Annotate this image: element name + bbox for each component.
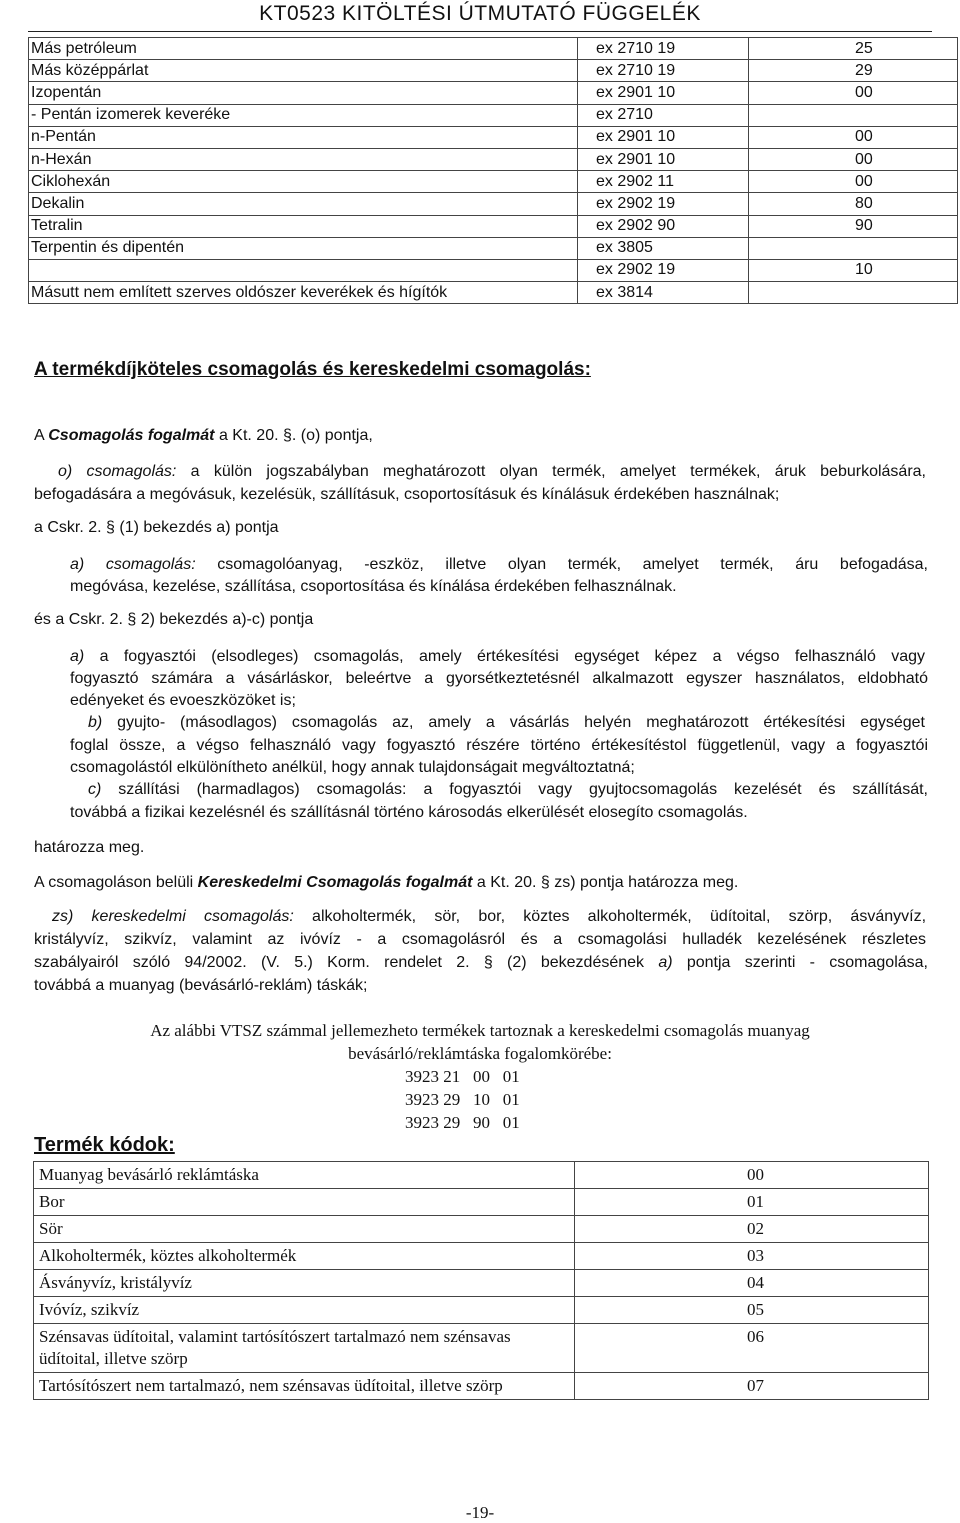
vtsz-code-2: 3923 29 10 01 bbox=[405, 1090, 520, 1109]
zs-line2: kristályvíz, szikvíz, valamint az ivóvíz - a csomagolásról és a csomagolási hulladék kezelésének részletes bbox=[34, 931, 926, 948]
code-cell bbox=[749, 104, 958, 126]
code-cell: 29 bbox=[749, 60, 958, 82]
product-name-cell: Dekalin bbox=[29, 193, 578, 215]
code-table-row bbox=[29, 282, 958, 304]
point-a-line3: edényeket és evoeszközöket is; bbox=[70, 692, 296, 709]
point-b-line2: foglal össze, a végso felhasználó vagy fogyasztó részére történo értékesítéstol függetlenül, vagy a fogyasztói bbox=[70, 737, 928, 754]
vtsz-cell: ex 2902 11 bbox=[578, 171, 749, 193]
vtsz-cell: ex 3814 bbox=[578, 282, 749, 304]
code-table-row bbox=[29, 259, 958, 281]
point-a-line2: fogyasztó számára a vásárláskor, beleértve a gyorsétkeztetésnél alkalmazott egyszer használatos, eldobható bbox=[70, 670, 928, 687]
product-name-cell: Másutt nem említett szerves oldószer keverékek és hígítók bbox=[29, 282, 578, 304]
page-number: -19- bbox=[465, 1503, 495, 1522]
product-row bbox=[34, 1162, 929, 1189]
code-cell: 90 bbox=[749, 215, 958, 237]
point-b-line3: csomagolástól elkülönítheto anélkül, hogy annak tulajdonságait megváltoztatná; bbox=[70, 759, 635, 776]
page-header-title: KT0523 KITÖLTÉSI ÚTMUTATÓ FÜGGELÉK bbox=[259, 2, 701, 25]
header-rule bbox=[28, 31, 932, 32]
product-name-cell: n-Pentán bbox=[29, 126, 578, 148]
product-codes-title: Termék kódok: bbox=[34, 1134, 175, 1156]
code-cell: 00 bbox=[749, 171, 958, 193]
vtsz-cell: ex 2901 10 bbox=[578, 82, 749, 104]
code-table-row bbox=[29, 171, 958, 193]
vtsz-code-1: 3923 21 00 01 bbox=[405, 1067, 520, 1086]
cskr-reference-2: és a Cskr. 2. § 2) bekezdés a)-c) pontja bbox=[34, 611, 314, 628]
product-name-cell: Izopentán bbox=[29, 82, 578, 104]
product-name-cell: n-Hexán bbox=[29, 148, 578, 170]
product-name-cell: - Pentán izomerek keveréke bbox=[29, 104, 578, 126]
defined-term-commercial: Kereskedelmi Csomagolás fogalmát bbox=[197, 874, 473, 891]
vtsz-intro-line2: bevásárló/reklámtáska fogalomkörébe: bbox=[348, 1044, 612, 1063]
product-name-cell: Ivóvíz, szikvíz bbox=[34, 1297, 575, 1324]
product-name-cell: Ásványvíz, kristályvíz bbox=[34, 1270, 575, 1297]
vtsz-cell: ex 2902 19 bbox=[578, 193, 749, 215]
vtsz-cell: ex 2710 19 bbox=[578, 38, 749, 60]
code-cell: 00 bbox=[749, 126, 958, 148]
vtsz-cell: ex 2710 19 bbox=[578, 60, 749, 82]
zs-line4: továbbá a muanyag (bevásárló-reklám) táskák; bbox=[34, 977, 368, 994]
vtsz-cell: ex 2901 10 bbox=[578, 148, 749, 170]
code-table-row bbox=[29, 82, 958, 104]
code-cell: 00 bbox=[749, 148, 958, 170]
product-name-cell: Alkoholtermék, köztes alkoholtermék bbox=[34, 1243, 575, 1270]
product-code-cell: 05 bbox=[575, 1297, 929, 1324]
solvent-code-table bbox=[28, 37, 958, 304]
product-row bbox=[34, 1270, 929, 1297]
product-name-cell: Sör bbox=[34, 1216, 575, 1243]
product-row bbox=[34, 1189, 929, 1216]
product-row bbox=[34, 1297, 929, 1324]
code-cell: 00 bbox=[749, 82, 958, 104]
product-name-cell: Ciklohexán bbox=[29, 171, 578, 193]
product-row bbox=[34, 1216, 929, 1243]
vtsz-code-3: 3923 29 90 01 bbox=[405, 1113, 520, 1132]
product-name-cell: Más petróleum bbox=[29, 38, 578, 60]
product-code-cell: 04 bbox=[575, 1270, 929, 1297]
point-b-line1: b) gyujto- (másodlagos) csomagolás az, amely a vásárlás helyén meghatározott értékesítési egységet bbox=[88, 714, 925, 731]
code-cell bbox=[749, 237, 958, 259]
code-cell bbox=[749, 282, 958, 304]
section-heading: A termékdíjköteles csomagolás és kereskedelmi csomagolás: bbox=[34, 359, 591, 380]
product-code-table bbox=[33, 1161, 929, 1400]
product-code-cell: 07 bbox=[575, 1373, 929, 1400]
definition-a-line1: a) csomagolás: csomagolóanyag, -eszköz, illetve olyan termék, amelyet termék, áru befogadása, bbox=[70, 556, 928, 573]
vtsz-cell: ex 2902 19 bbox=[578, 259, 749, 281]
product-code-cell: 00 bbox=[575, 1162, 929, 1189]
point-a-line1: a) a fogyasztói (elsodleges) csomagolás, amely értékesítési egységet képez a végso felhasználó vagy bbox=[70, 648, 925, 665]
product-code-cell: 01 bbox=[575, 1189, 929, 1216]
product-name-cell: Más középpárlat bbox=[29, 60, 578, 82]
product-name-cell: Muanyag bevásárló reklámtáska bbox=[34, 1162, 575, 1189]
hatarozza-meg: határozza meg. bbox=[34, 839, 145, 856]
product-name-cell: Szénsavas üdítoital, valamint tartósítószert tartalmazó nem szénsavas üdítoital, illetve szörp bbox=[34, 1324, 575, 1373]
defined-term: Csomagolás fogalmát bbox=[48, 427, 215, 444]
vtsz-cell: ex 3805 bbox=[578, 237, 749, 259]
code-table-row bbox=[29, 60, 958, 82]
product-name-cell: Terpentin és dipentén bbox=[29, 237, 578, 259]
vtsz-intro-line1: Az alábbi VTSZ számmal jellemezheto termékek tartoznak a kereskedelmi csomagolás muanyag bbox=[150, 1021, 810, 1040]
product-name-cell: Tartósítószert nem tartalmazó, nem szénsavas üdítoital, illetve szörp bbox=[34, 1373, 575, 1400]
product-row bbox=[34, 1373, 929, 1400]
product-name-cell: Tetralin bbox=[29, 215, 578, 237]
definition-o-line2: befogadására a megóvásuk, kezelésük, szállításuk, csoportosításuk és kínálásuk érdekében használnak; bbox=[34, 486, 780, 503]
intro-paragraph: A Csomagolás fogalmát a Kt. 20. §. (o) pontja, bbox=[34, 427, 373, 444]
code-table-row bbox=[29, 215, 958, 237]
code-table-row bbox=[29, 126, 958, 148]
product-name-cell bbox=[29, 259, 578, 281]
code-table-row bbox=[29, 193, 958, 215]
definition-a-line2: megóvása, kezelése, szállítása, csoportosítása és kínálása érdekében felhasználnak. bbox=[70, 578, 677, 595]
point-c-line1: c) szállítási (harmadlagos) csomagolás: a fogyasztói vagy gyujtocsomagolás kezelését és szállítását, bbox=[88, 781, 928, 798]
product-code-cell: 06 bbox=[575, 1324, 929, 1373]
vtsz-cell: ex 2710 bbox=[578, 104, 749, 126]
product-row bbox=[34, 1324, 929, 1373]
definition-o-line1: o) csomagolás: a külön jogszabályban meghatározott olyan termék, amelyet termékek, áruk beburkolására, bbox=[58, 463, 926, 480]
product-code-cell: 03 bbox=[575, 1243, 929, 1270]
vtsz-cell: ex 2901 10 bbox=[578, 126, 749, 148]
code-table-row bbox=[29, 104, 958, 126]
zs-line3: szabályairól szóló 94/2002. (V. 5.) Korm. rendelet 2. § (2) bekezdésének a) pontja szerinti - csomagolása, bbox=[34, 954, 929, 971]
code-cell: 25 bbox=[749, 38, 958, 60]
zs-line1: zs) kereskedelmi csomagolás: alkoholtermék, sör, bor, köztes alkoholtermék, üdítoital, szörp, ásványvíz, bbox=[52, 908, 927, 925]
product-row bbox=[34, 1243, 929, 1270]
code-table-row bbox=[29, 38, 958, 60]
product-code-cell: 02 bbox=[575, 1216, 929, 1243]
code-cell: 80 bbox=[749, 193, 958, 215]
vtsz-cell: ex 2902 90 bbox=[578, 215, 749, 237]
code-cell: 10 bbox=[749, 259, 958, 281]
code-table-row bbox=[29, 237, 958, 259]
cskr-reference-1: a Cskr. 2. § (1) bekezdés a) pontja bbox=[34, 519, 279, 536]
commercial-packaging-intro: A csomagoláson belüli Kereskedelmi Csomagolás fogalmát a Kt. 20. § zs) pontja határozza meg. bbox=[34, 874, 739, 891]
code-table-row bbox=[29, 148, 958, 170]
product-name-cell: Bor bbox=[34, 1189, 575, 1216]
point-c-line2: továbbá a fizikai kezelésnél és szállításnál történo károsodás elkerülését elosegíto csomagolás. bbox=[70, 804, 748, 821]
